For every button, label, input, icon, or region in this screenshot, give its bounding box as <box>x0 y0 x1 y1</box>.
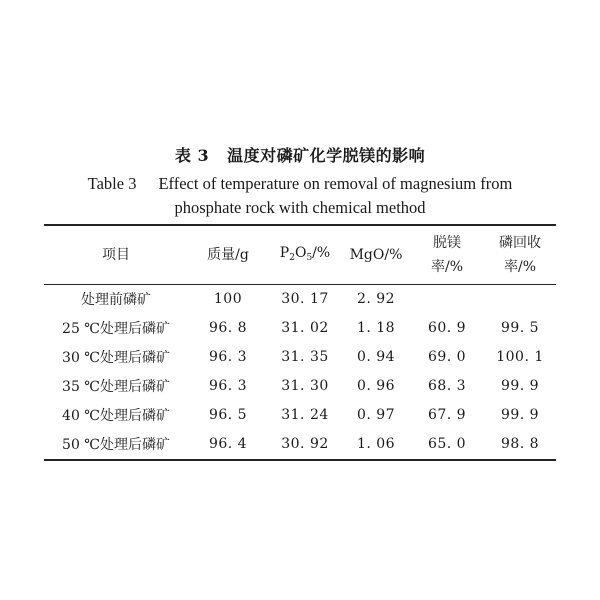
table-caption-en <box>0 172 600 220</box>
table-row <box>44 429 556 458</box>
cell-phosphorus-recovery <box>484 284 556 313</box>
cell-demagnesium-rate: 65. 0 <box>427 435 467 452</box>
cell-item: 35 ℃处理后磷矿 <box>62 378 170 395</box>
cell-mgo: 0. 94 <box>356 348 396 365</box>
cell-demagnesium-rate: 68. 3 <box>427 377 467 394</box>
cell-demagnesium-rate: 69. 0 <box>427 348 467 365</box>
cell-mass: 96. 3 <box>208 377 248 394</box>
header-p2o5: $P_2O_5/\%$ <box>279 244 331 263</box>
cell-mgo: 0. 96 <box>356 377 396 394</box>
cell-demagnesium-rate: 60. 9 <box>427 319 467 336</box>
cell-item: 25 ℃处理后磷矿 <box>62 320 170 337</box>
cell-phosphorus-recovery: 98. 8 <box>500 435 540 452</box>
cell-p2o5: 31. 35 <box>281 348 329 365</box>
table-title-cn: 温度对磷矿化学脱镁的影响 <box>227 146 426 165</box>
cell-mass: 96. 3 <box>208 348 248 365</box>
cell-phosphorus-recovery: 100. 1 <box>496 348 544 365</box>
table-row <box>44 284 556 313</box>
table-row <box>44 342 556 371</box>
table-bottom-rule <box>44 459 556 461</box>
table-row <box>44 313 556 342</box>
cell-item: 40 ℃处理后磷矿 <box>62 407 170 424</box>
table-title-en-line2: phosphate rock with chemical method <box>174 198 426 217</box>
cell-mgo: 0. 97 <box>356 406 396 423</box>
header-phosphorus-recovery: 磷回收 率/% <box>499 235 541 275</box>
table-number-cn: 表 3 <box>174 146 210 165</box>
header-mass: 质量/g <box>207 247 249 263</box>
cell-p2o5: 31. 02 <box>281 319 329 336</box>
table-row <box>44 400 556 429</box>
header-mgo: MgO/% <box>349 247 403 263</box>
cell-demagnesium-rate: 67. 9 <box>427 406 467 423</box>
cell-mass: 96. 5 <box>208 406 248 423</box>
cell-mass: 96. 8 <box>208 319 248 336</box>
header-row <box>44 226 556 284</box>
data-table <box>44 226 556 458</box>
header-demagnesium-rate: 脱镁 率/% <box>430 235 464 275</box>
cell-p2o5: 31. 24 <box>281 406 329 423</box>
cell-item: 处理前磷矿 <box>81 291 151 308</box>
cell-mass: 96. 4 <box>208 435 248 452</box>
table-row <box>44 371 556 400</box>
cell-phosphorus-recovery: 99. 5 <box>500 319 540 336</box>
cell-p2o5: 30. 17 <box>281 290 329 307</box>
header-item: 项目 <box>102 247 130 263</box>
cell-mass: 100 <box>213 290 243 307</box>
cell-p2o5: 31. 30 <box>281 377 329 394</box>
table-number-en: Table 3 <box>87 174 137 193</box>
cell-p2o5: 30. 92 <box>281 435 329 452</box>
table-caption-cn <box>0 143 600 166</box>
cell-phosphorus-recovery: 99. 9 <box>500 406 540 423</box>
cell-item: 50 ℃处理后磷矿 <box>62 436 170 453</box>
table-title-en-line1 <box>0 172 600 196</box>
cell-demagnesium-rate <box>410 284 484 313</box>
cell-mgo: 1. 18 <box>356 319 396 336</box>
cell-mgo: 2. 92 <box>356 290 396 307</box>
table-title-en-text1: Effect of temperature on removal of magnesium from <box>158 174 513 193</box>
cell-phosphorus-recovery: 99. 9 <box>500 377 540 394</box>
cell-item: 30 ℃处理后磷矿 <box>62 349 170 366</box>
cell-mgo: 1. 06 <box>356 435 396 452</box>
